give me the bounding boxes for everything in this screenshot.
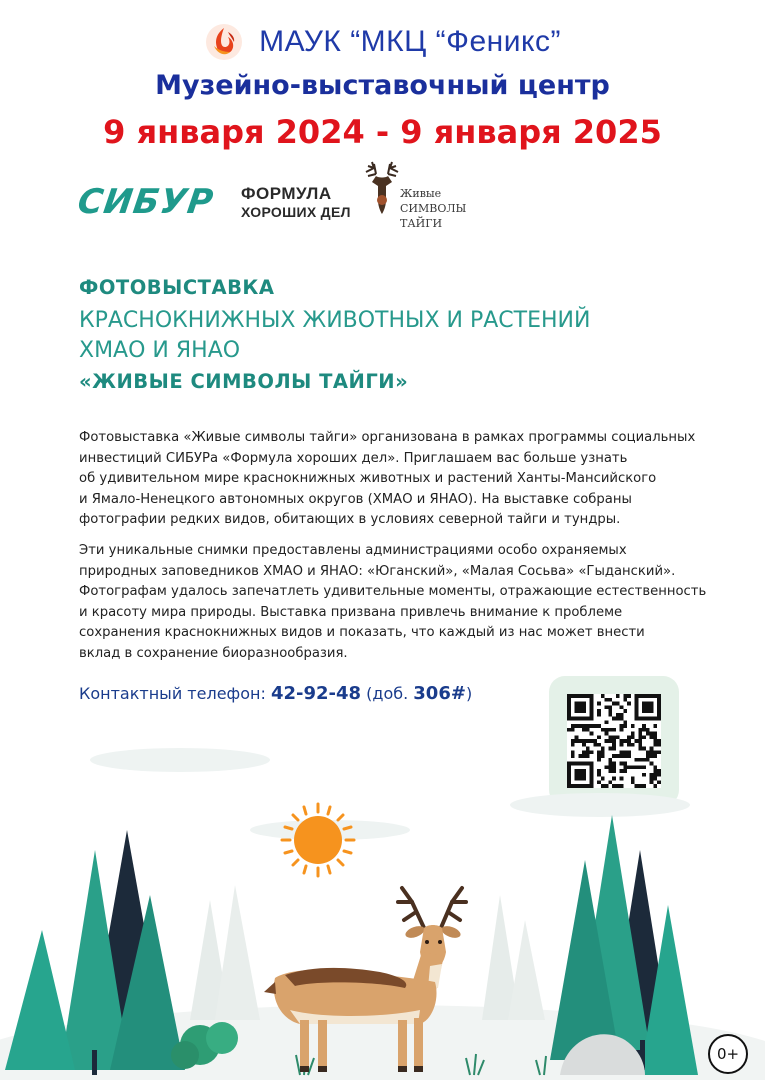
- text-line: сохранения краснокнижных видов и показать, что каждый из нас может внести: [79, 625, 645, 640]
- phoenix-logo-icon: [204, 22, 244, 62]
- heading-regions: ХМАО И ЯНАО: [79, 338, 241, 363]
- text-line: Эти уникальные снимки предоставлены администрациями особо охраняемых: [79, 543, 627, 558]
- sun-icon: [282, 804, 354, 876]
- text-line: вклад в сохранение биоразнообразия.: [79, 645, 348, 661]
- ext-prefix: (доб.: [366, 684, 409, 703]
- heading-photo-exhibition: ФОТОВЫСТАВКА: [79, 276, 275, 299]
- exhibition-dates: 9 января 2024 - 9 января 2025: [103, 113, 662, 151]
- text-line: Фотовыставка «Живые символы тайги» организована в рамках программы социальных: [79, 430, 696, 445]
- org-header: [0, 22, 765, 62]
- heading-red-book: КРАСНОКНИЖНЫХ ЖИВОТНЫХ И РАСТЕНИЙ: [79, 308, 591, 333]
- tree-icon: [5, 830, 185, 1075]
- text-line: и красоту мира природы. Выставка призвана привлечь внимание к проблеме: [79, 604, 623, 620]
- sibur-logo: СИБУР: [75, 182, 217, 222]
- taiga-logo-text: [400, 186, 500, 231]
- text-line: Фотографам удалось запечатлеть удивительные моменты, отражающие естественность: [79, 584, 707, 599]
- age-rating-badge: 0+: [708, 1034, 748, 1074]
- description-paragraph-1: [79, 428, 719, 531]
- text-line: инвестиций СИБУРа «Формула хороших дел». Приглашаем вас больше узнать: [79, 450, 628, 466]
- taiga-logo-line2: СИМВОЛЫ ТАЙГИ: [400, 202, 467, 230]
- description-paragraph-2: [79, 541, 719, 664]
- tree-icon: [550, 815, 698, 1075]
- org-name: МАУК “МКЦ “Феникс”: [259, 25, 561, 58]
- contact-phone: [79, 683, 472, 704]
- text-line: природных заповедников ХМАО и ЯНАО: «Юганский», «Малая Сосьва» «Гыданский».: [79, 563, 676, 579]
- center-title: Музейно-выставочный центр: [155, 70, 610, 101]
- formula-logo-line2: ХОРОШИХ ДЕЛ: [241, 204, 351, 220]
- formula-logo-line1: ФОРМУЛА: [241, 184, 332, 203]
- text-line: об удивительном мире краснокнижных животных и растений Ханты-Мансийского: [79, 471, 657, 486]
- phone-number[interactable]: 42-92-48: [270, 683, 362, 704]
- contact-label: Контактный телефон:: [79, 684, 266, 703]
- forest-deer-illustration: [0, 720, 765, 1080]
- ext-suffix: ): [465, 684, 473, 703]
- heading-exhibition-name: «ЖИВЫЕ СИМВОЛЫ ТАЙГИ»: [79, 370, 409, 393]
- phone-extension: 306#: [413, 683, 466, 704]
- formula-logo: [241, 184, 351, 220]
- text-line: и Ямало-Ненецкого автономных округов (ХМАО и ЯНАО). На выставке собраны: [79, 491, 632, 507]
- taiga-logo-line1: Живые: [400, 187, 442, 200]
- text-line: фотографии редких видов, обитающих в условиях северной тайги и тундры.: [79, 512, 621, 527]
